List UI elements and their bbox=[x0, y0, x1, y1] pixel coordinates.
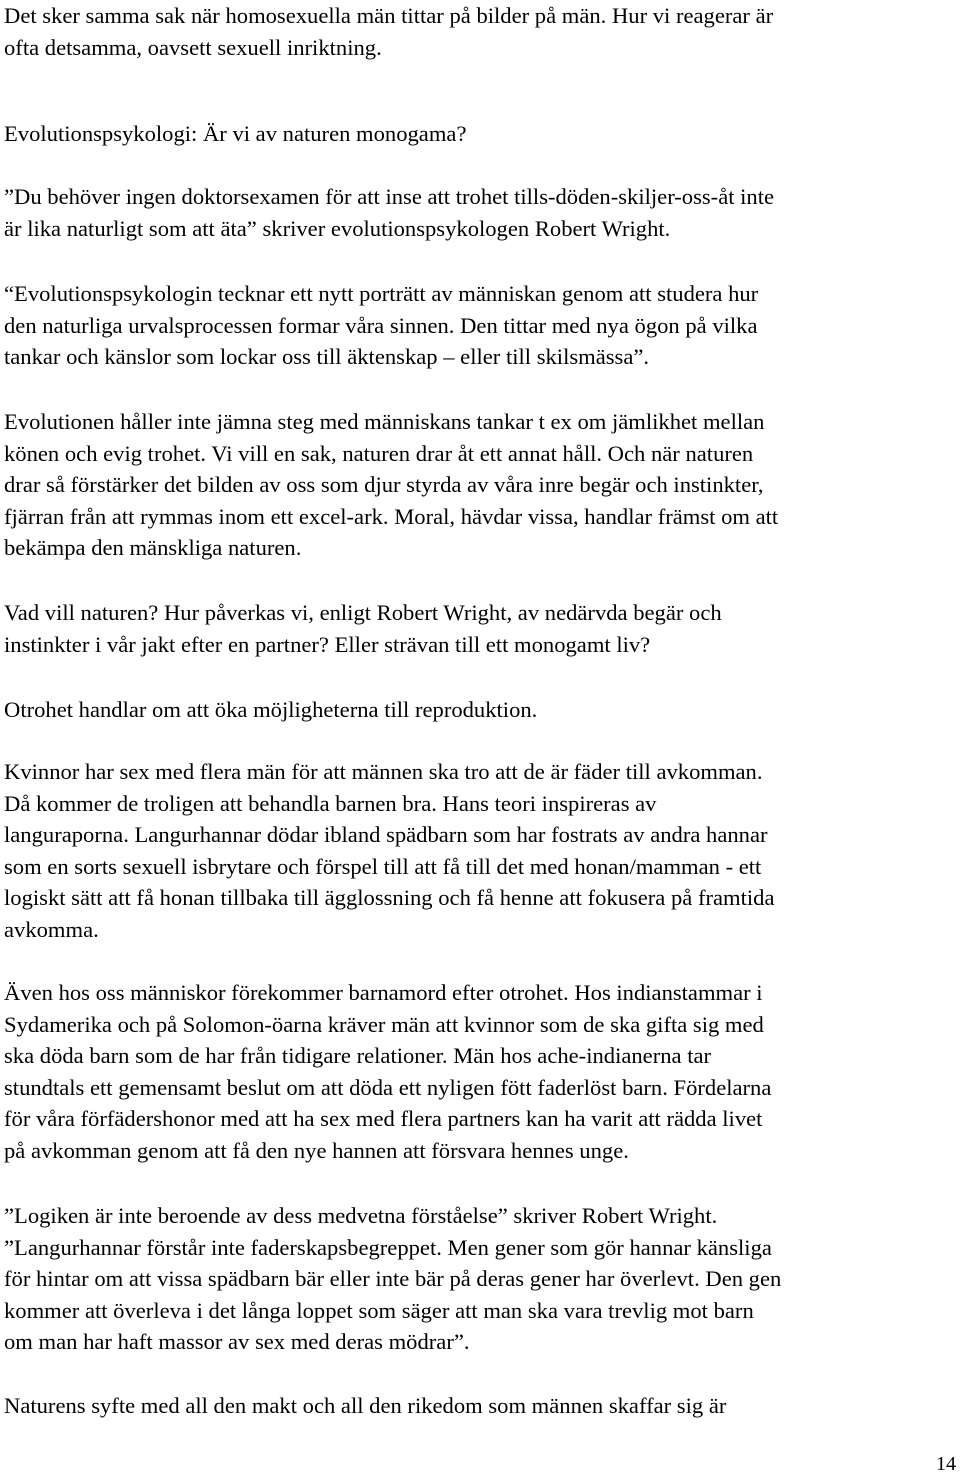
paragraph-nature-purpose: Naturens syfte med all den makt och all den rikedom som männen skaffar sig är bbox=[4, 1393, 727, 1418]
paragraph-logic-quote: ”Logiken är inte beroende av dess medvetna förståelse” skriver Robert Wright. ”Langurhannar förstår inte faderskapsbegreppet. Men gener som gör hannar känsliga för hintar om att vissa spädbarn bär eller inte bär på deras gener har överlevt. Den gen kommer att överleva i det långa loppet som säger att man ska vara trevlig mot barn om man har haft massor av sex med deras mödrar”. bbox=[4, 1203, 782, 1355]
paragraph-evolutionary-portrait: “Evolutionspsykologin tecknar ett nytt porträtt av människan genom att studera hur den naturliga urvalsprocessen formar våra sinnen. Den tittar med nya ögon på vilka tankar och känslor som lockar oss till äktenskap – eller till skilsmässa”. bbox=[4, 281, 759, 370]
paragraph-langur-monkeys: Kvinnor har sex med flera män för att männen ska tro att de är fäder till avkomman. Då kommer de troligen att behandla barnen bra. Hans teori inspireras av languraporna. Langurhannar dödar ibland spädbarn som har fostrats av andra hannar som en sorts sexuell isbrytare och förspel till att få till det med honan/mamman - ett logiskt sätt att få honan tillbaka till ägglossning och få henne att fokusera på framtida avkomma. bbox=[4, 759, 775, 942]
paragraph-infidelity-reproduction: Otrohet handlar om att öka möjligheterna till reproduktion. bbox=[4, 697, 538, 722]
paragraph-evolution-pace: Evolutionen håller inte jämna steg med människans tankar t ex om jämlikhet mellan könen och evig trohet. Vi vill en sak, naturen drar åt ett annat håll. Och när naturen drar så förstärker det bilden av oss som djur styrda av våra inre begär och instinkter, fjärran från att rymmas inom ett excel-ark. Moral, hävdar vissa, handlar främst om att bekämpa den mänskliga naturen. bbox=[4, 409, 779, 561]
paragraph-infanticide-humans: Även hos oss människor förekommer barnamord efter otrohet. Hos indianstammar i Sydamerika och på Solomon-öarna kräver män att kvinnor som de ska gifta sig med ska döda barn som de har från tidigare relationer. Män hos ache-indianerna tar stundtals ett gemensamt beslut om att döda ett nyligen fött faderlöst barn. Fördelarna för våra förfädershonor med att ha sex med flera partners kan ha varit att rädda livet på avkomman genom att få den nye hannen att försvara hennes unge. bbox=[4, 980, 772, 1163]
page-number: 14 bbox=[936, 1453, 956, 1475]
paragraph-what-nature-wants: Vad vill naturen? Hur påverkas vi, enligt Robert Wright, av nedärvda begär och instinkter i vår jakt efter en partner? Eller strävan till ett monogamt liv? bbox=[4, 600, 722, 657]
section-heading-evolutionary-psychology: Evolutionspsykologi: Är vi av naturen monogama? bbox=[4, 121, 467, 146]
paragraph-homosexual-men: Det sker samma sak när homosexuella män tittar på bilder på män. Hur vi reagerar är ofta detsamma, oavsett sexuell inriktning. bbox=[4, 3, 774, 60]
paragraph-wright-quote: ”Du behöver ingen doktorsexamen för att inse att trohet tills-döden-skiljer-oss-åt inte är lika naturligt som att äta” skriver evolutionspsykologen Robert Wright. bbox=[4, 184, 775, 241]
